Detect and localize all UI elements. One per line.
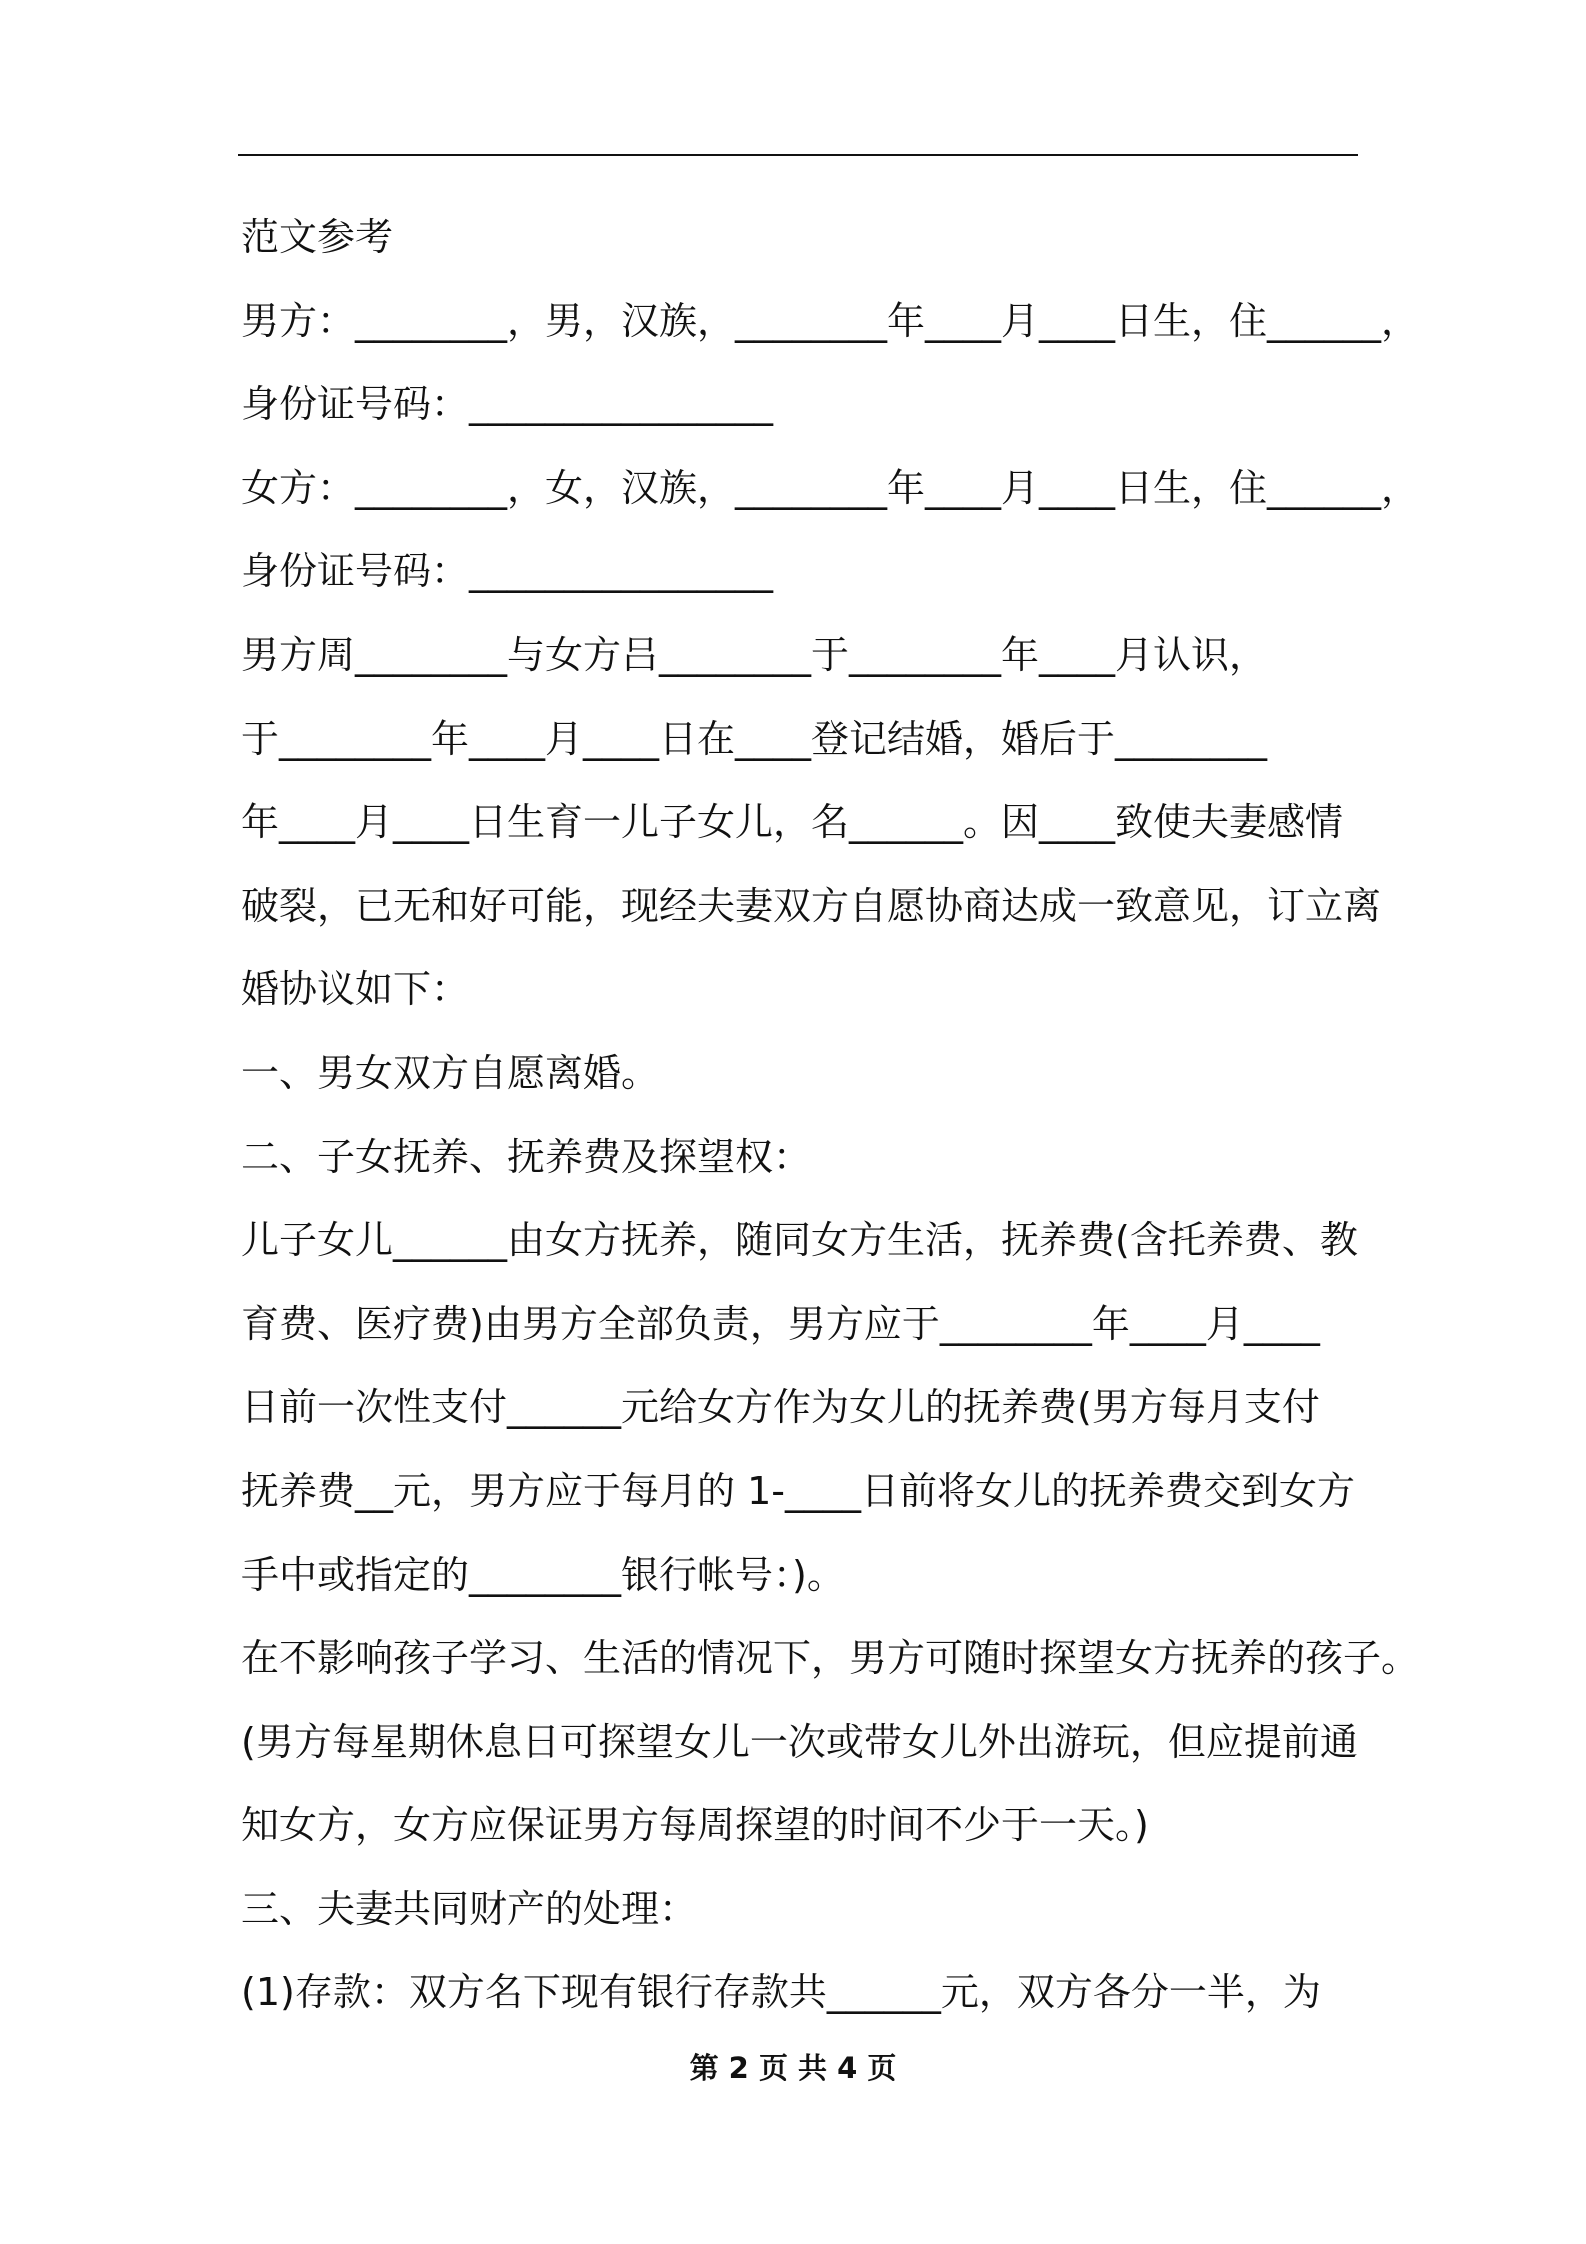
document-body: [241, 196, 1420, 2035]
doc-line: 于________年____月____日在____登记结婚，婚后于________: [241, 716, 1268, 761]
doc-line: 男方周________与女方吕________于________年____月认识，: [241, 632, 1268, 677]
doc-line: 在不影响孩子学习、生活的情况下，男方可随时探望女方抚养的孩子。: [241, 1636, 1420, 1681]
doc-line: (男方每星期休息日可探望女儿一次或带女儿外出游玩，但应提前通: [241, 1719, 1358, 1764]
header-rule: [238, 154, 1358, 156]
doc-line: 儿子女儿______由女方抚养，随同女方生活，抚养费(含托养费、教: [241, 1218, 1358, 1263]
doc-line: 范文参考: [241, 215, 394, 259]
doc-line: 身份证号码：________________: [241, 549, 774, 594]
doc-line: 男方：________，男，汉族，________年____月____日生，住______，: [241, 298, 1420, 343]
doc-line: 婚协议如下：: [241, 967, 470, 1012]
doc-line: 知女方，女方应保证男方每周探望的时间不少于一天。): [241, 1803, 1149, 1848]
doc-line: 年____月____日生育一儿子女儿，名______。因____致使夫妻感情: [241, 800, 1344, 845]
doc-line: 一、男女双方自愿离婚。: [241, 1050, 660, 1095]
doc-line: 身份证号码：________________: [241, 382, 774, 427]
doc-line: 三、夫妻共同财产的处理：: [241, 1886, 698, 1931]
doc-line: 抚养费__元，男方应于每月的 1-____日前将女儿的抚养费交到女方: [241, 1468, 1355, 1513]
doc-line: 女方：________，女，汉族，________年____月____日生，住______，: [241, 465, 1420, 510]
doc-line: 破裂，已无和好可能，现经夫妻双方自愿协商达成一致意见，订立离: [241, 883, 1382, 928]
doc-line: (1)存款：双方名下现有银行存款共______元，双方各分一半，为: [241, 1970, 1321, 2015]
doc-line: 二、子女抚养、抚养费及探望权：: [241, 1134, 812, 1179]
page-number-footer: 第 2 页 共 4 页: [689, 2051, 897, 2085]
doc-line: 日前一次性支付______元给女方作为女儿的抚养费(男方每月支付: [241, 1385, 1320, 1430]
doc-line: 手中或指定的________银行帐号：)。: [241, 1552, 845, 1597]
doc-line: 育费、医疗费)由男方全部负责，男方应于________年____月____: [241, 1301, 1320, 1346]
